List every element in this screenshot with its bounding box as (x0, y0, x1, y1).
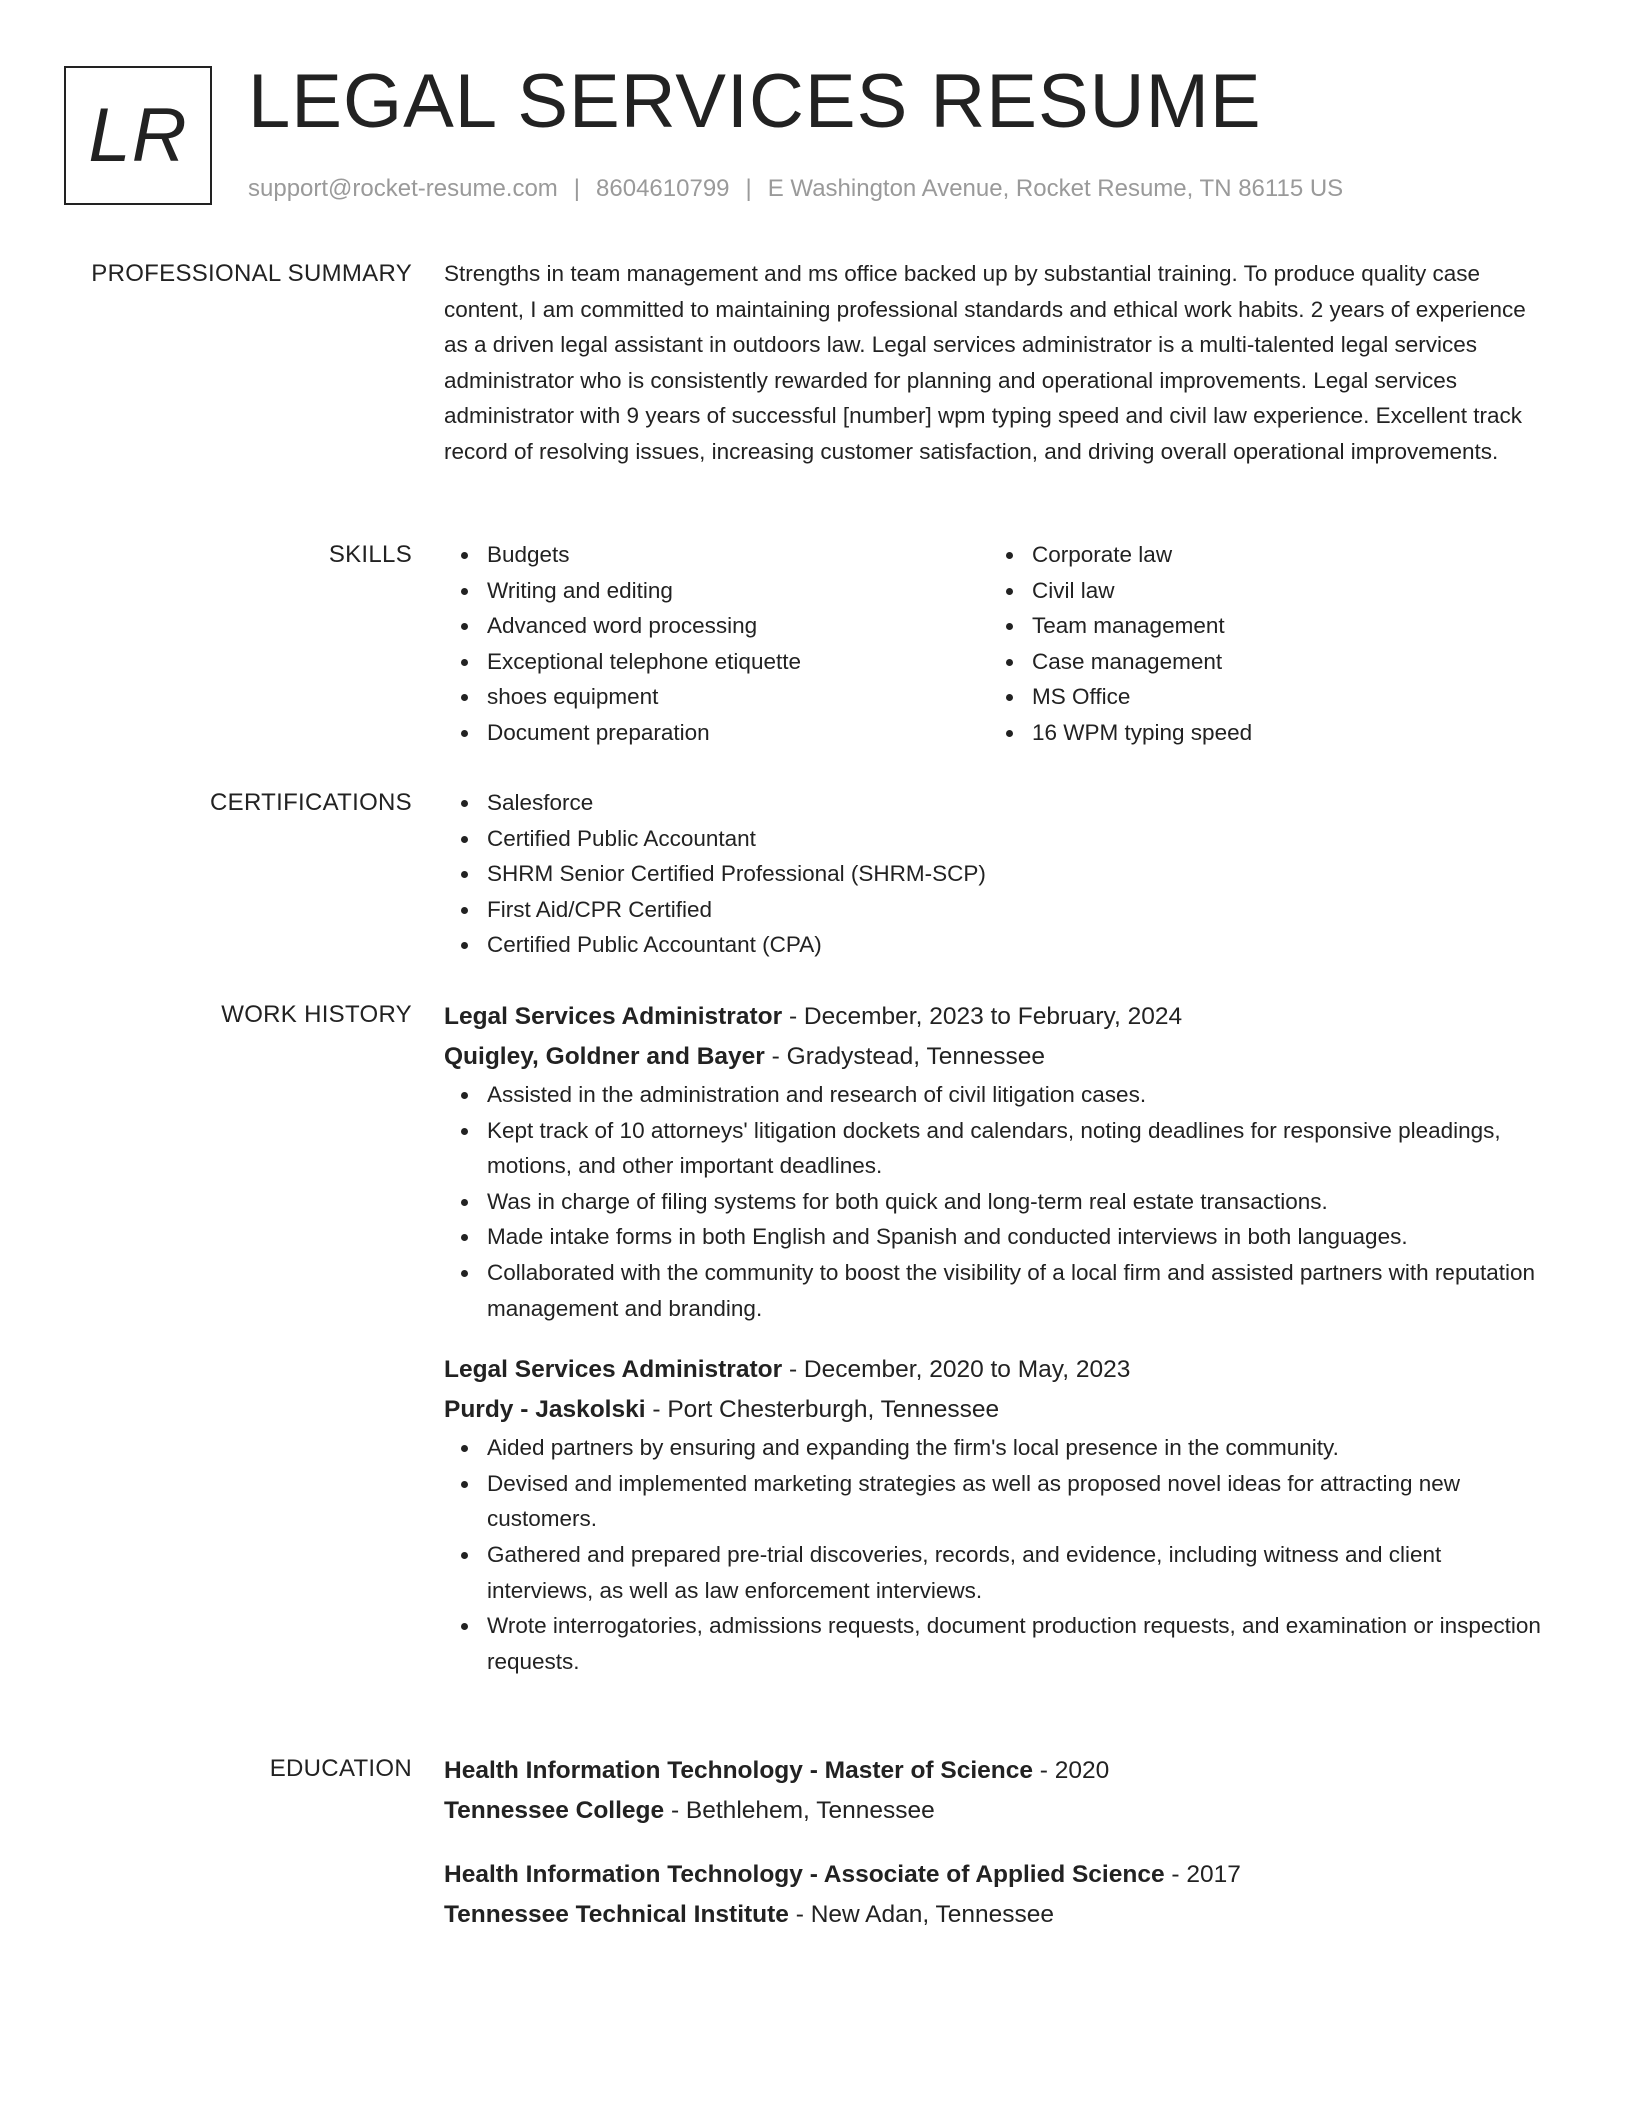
certifications-list (444, 785, 1544, 963)
school-line (444, 1895, 1544, 1935)
skill-item: Exceptional telephone etiquette (444, 644, 989, 680)
school: Tennessee College (444, 1797, 665, 1824)
contact-separator: | (573, 175, 581, 202)
degree-line (444, 1751, 1544, 1791)
job-duty-item: Aided partners by ensuring and expanding the firm's local presence in the community. (444, 1430, 1544, 1466)
certification-item: Certified Public Accountant (444, 821, 1544, 857)
job-duties-list (444, 1077, 1544, 1326)
section-label-summary: PROFESSIONAL SUMMARY (91, 260, 412, 287)
education-body (444, 1751, 1544, 1959)
contact-address: E Washington Avenue, Rocket Resume, TN 86115 US (767, 175, 1344, 202)
contact-email: support@rocket-resume.com (248, 175, 558, 202)
certification-item: SHRM Senior Certified Professional (SHRM-SCP) (444, 856, 1544, 892)
job-duty-item: Made intake forms in both English and Spanish and conducted interviews in both languages. (444, 1219, 1544, 1255)
contact-separator: | (745, 175, 752, 202)
education-entry (444, 1751, 1544, 1831)
job-title-line (444, 997, 1544, 1037)
certifications-body (444, 785, 1544, 963)
skill-item: Budgets (444, 537, 989, 573)
graduation-year: - 2020 (1033, 1757, 1110, 1784)
job-duty-item: Kept track of 10 attorneys' litigation dockets and calendars, noting deadlines for responsive pleadings, motions, and other important deadlines. (444, 1113, 1544, 1184)
skill-item: Case management (989, 644, 1534, 680)
job-duty-item: Devised and implemented marketing strategies as well as proposed novel ideas for attracting new customers. (444, 1466, 1544, 1537)
job-company: Purdy - Jaskolski (444, 1396, 646, 1424)
skill-item: Document preparation (444, 715, 989, 751)
job-title-line (444, 1350, 1544, 1390)
job-duty-item: Was in charge of filing systems for both quick and long-term real estate transactions. (444, 1184, 1544, 1220)
skills-body (444, 537, 1544, 751)
monogram-logo: LR (64, 66, 212, 205)
section-label-education: EDUCATION (269, 1755, 412, 1782)
job-duties-list (444, 1430, 1544, 1679)
certification-item: First Aid/CPR Certified (444, 892, 1544, 928)
page-title: LEGAL SERVICES RESUME (248, 59, 1262, 144)
skill-item: MS Office (989, 679, 1534, 715)
degree: Health Information Technology - Master of Science (444, 1757, 1033, 1784)
job-title: Legal Services Administrator (444, 1003, 783, 1030)
skill-item: Civil law (989, 573, 1534, 609)
job-company-line (444, 1390, 1544, 1430)
skill-item: 16 WPM typing speed (989, 715, 1534, 751)
job-duty-item: Wrote interrogatories, admissions requests, document production requests, and examination or inspection requests. (444, 1608, 1544, 1679)
skill-item: Advanced word processing (444, 608, 989, 644)
job-company: Quigley, Goldner and Bayer (444, 1043, 765, 1070)
skill-item: Writing and editing (444, 573, 989, 609)
skills-list-right (989, 537, 1534, 751)
job-dates: - December, 2023 to February, 2024 (782, 1003, 1183, 1030)
school: Tennessee Technical Institute (444, 1901, 789, 1928)
job-location: - Gradystead, Tennessee (764, 1043, 1045, 1070)
contact-line (248, 175, 1343, 203)
job-location: - Port Chesterburgh, Tennessee (645, 1396, 1000, 1424)
summary-body (444, 256, 1544, 470)
summary-text: Strengths in team management and ms office backed up by substantial training. To produce quality case content, I am committed to maintaining professional standards and ethical work habits. 2 years of experience as a driven legal assistant in outdoors law. Legal services administrator is a multi-talented legal services administrator who is consistently rewarded for planning and operational improvements. Legal services administrator with 9 years of successful [number] wpm typing speed and civil law experience. Excellent track record of resolving issues, increasing customer satisfaction, and driving overall operational improvements. (444, 261, 1526, 464)
certification-item: Certified Public Accountant (CPA) (444, 927, 1544, 963)
section-label-work-history: WORK HISTORY (221, 1001, 412, 1028)
job-company-line (444, 1037, 1544, 1077)
school-location: - Bethlehem, Tennessee (664, 1797, 935, 1824)
job-duty-item: Gathered and prepared pre-trial discoveries, records, and evidence, including witness and client interviews, as well as law enforcement interviews. (444, 1537, 1544, 1608)
work-history-body (444, 997, 1544, 1703)
job-entry (444, 997, 1544, 1326)
job-duty-item: Collaborated with the community to boost the visibility of a local firm and assisted partners with reputation management and branding. (444, 1255, 1544, 1326)
section-label-certifications: CERTIFICATIONS (210, 789, 412, 816)
job-title: Legal Services Administrator (444, 1356, 783, 1384)
skill-item: shoes equipment (444, 679, 989, 715)
contact-phone: 8604610799 (596, 175, 730, 202)
school-line (444, 1791, 1544, 1831)
education-entry (444, 1855, 1544, 1935)
job-duty-item: Assisted in the administration and research of civil litigation cases. (444, 1077, 1544, 1113)
degree-line (444, 1855, 1544, 1895)
job-entry (444, 1350, 1544, 1679)
graduation-year: - 2017 (1164, 1861, 1241, 1888)
certification-item: Salesforce (444, 785, 1544, 821)
school-location: - New Adan, Tennessee (788, 1901, 1055, 1928)
job-dates: - December, 2020 to May, 2023 (782, 1356, 1131, 1384)
skills-list-left (444, 537, 989, 751)
skill-item: Team management (989, 608, 1534, 644)
skill-item: Corporate law (989, 537, 1534, 573)
degree: Health Information Technology - Associate of Applied Science (444, 1861, 1165, 1888)
section-label-skills: SKILLS (328, 541, 412, 568)
